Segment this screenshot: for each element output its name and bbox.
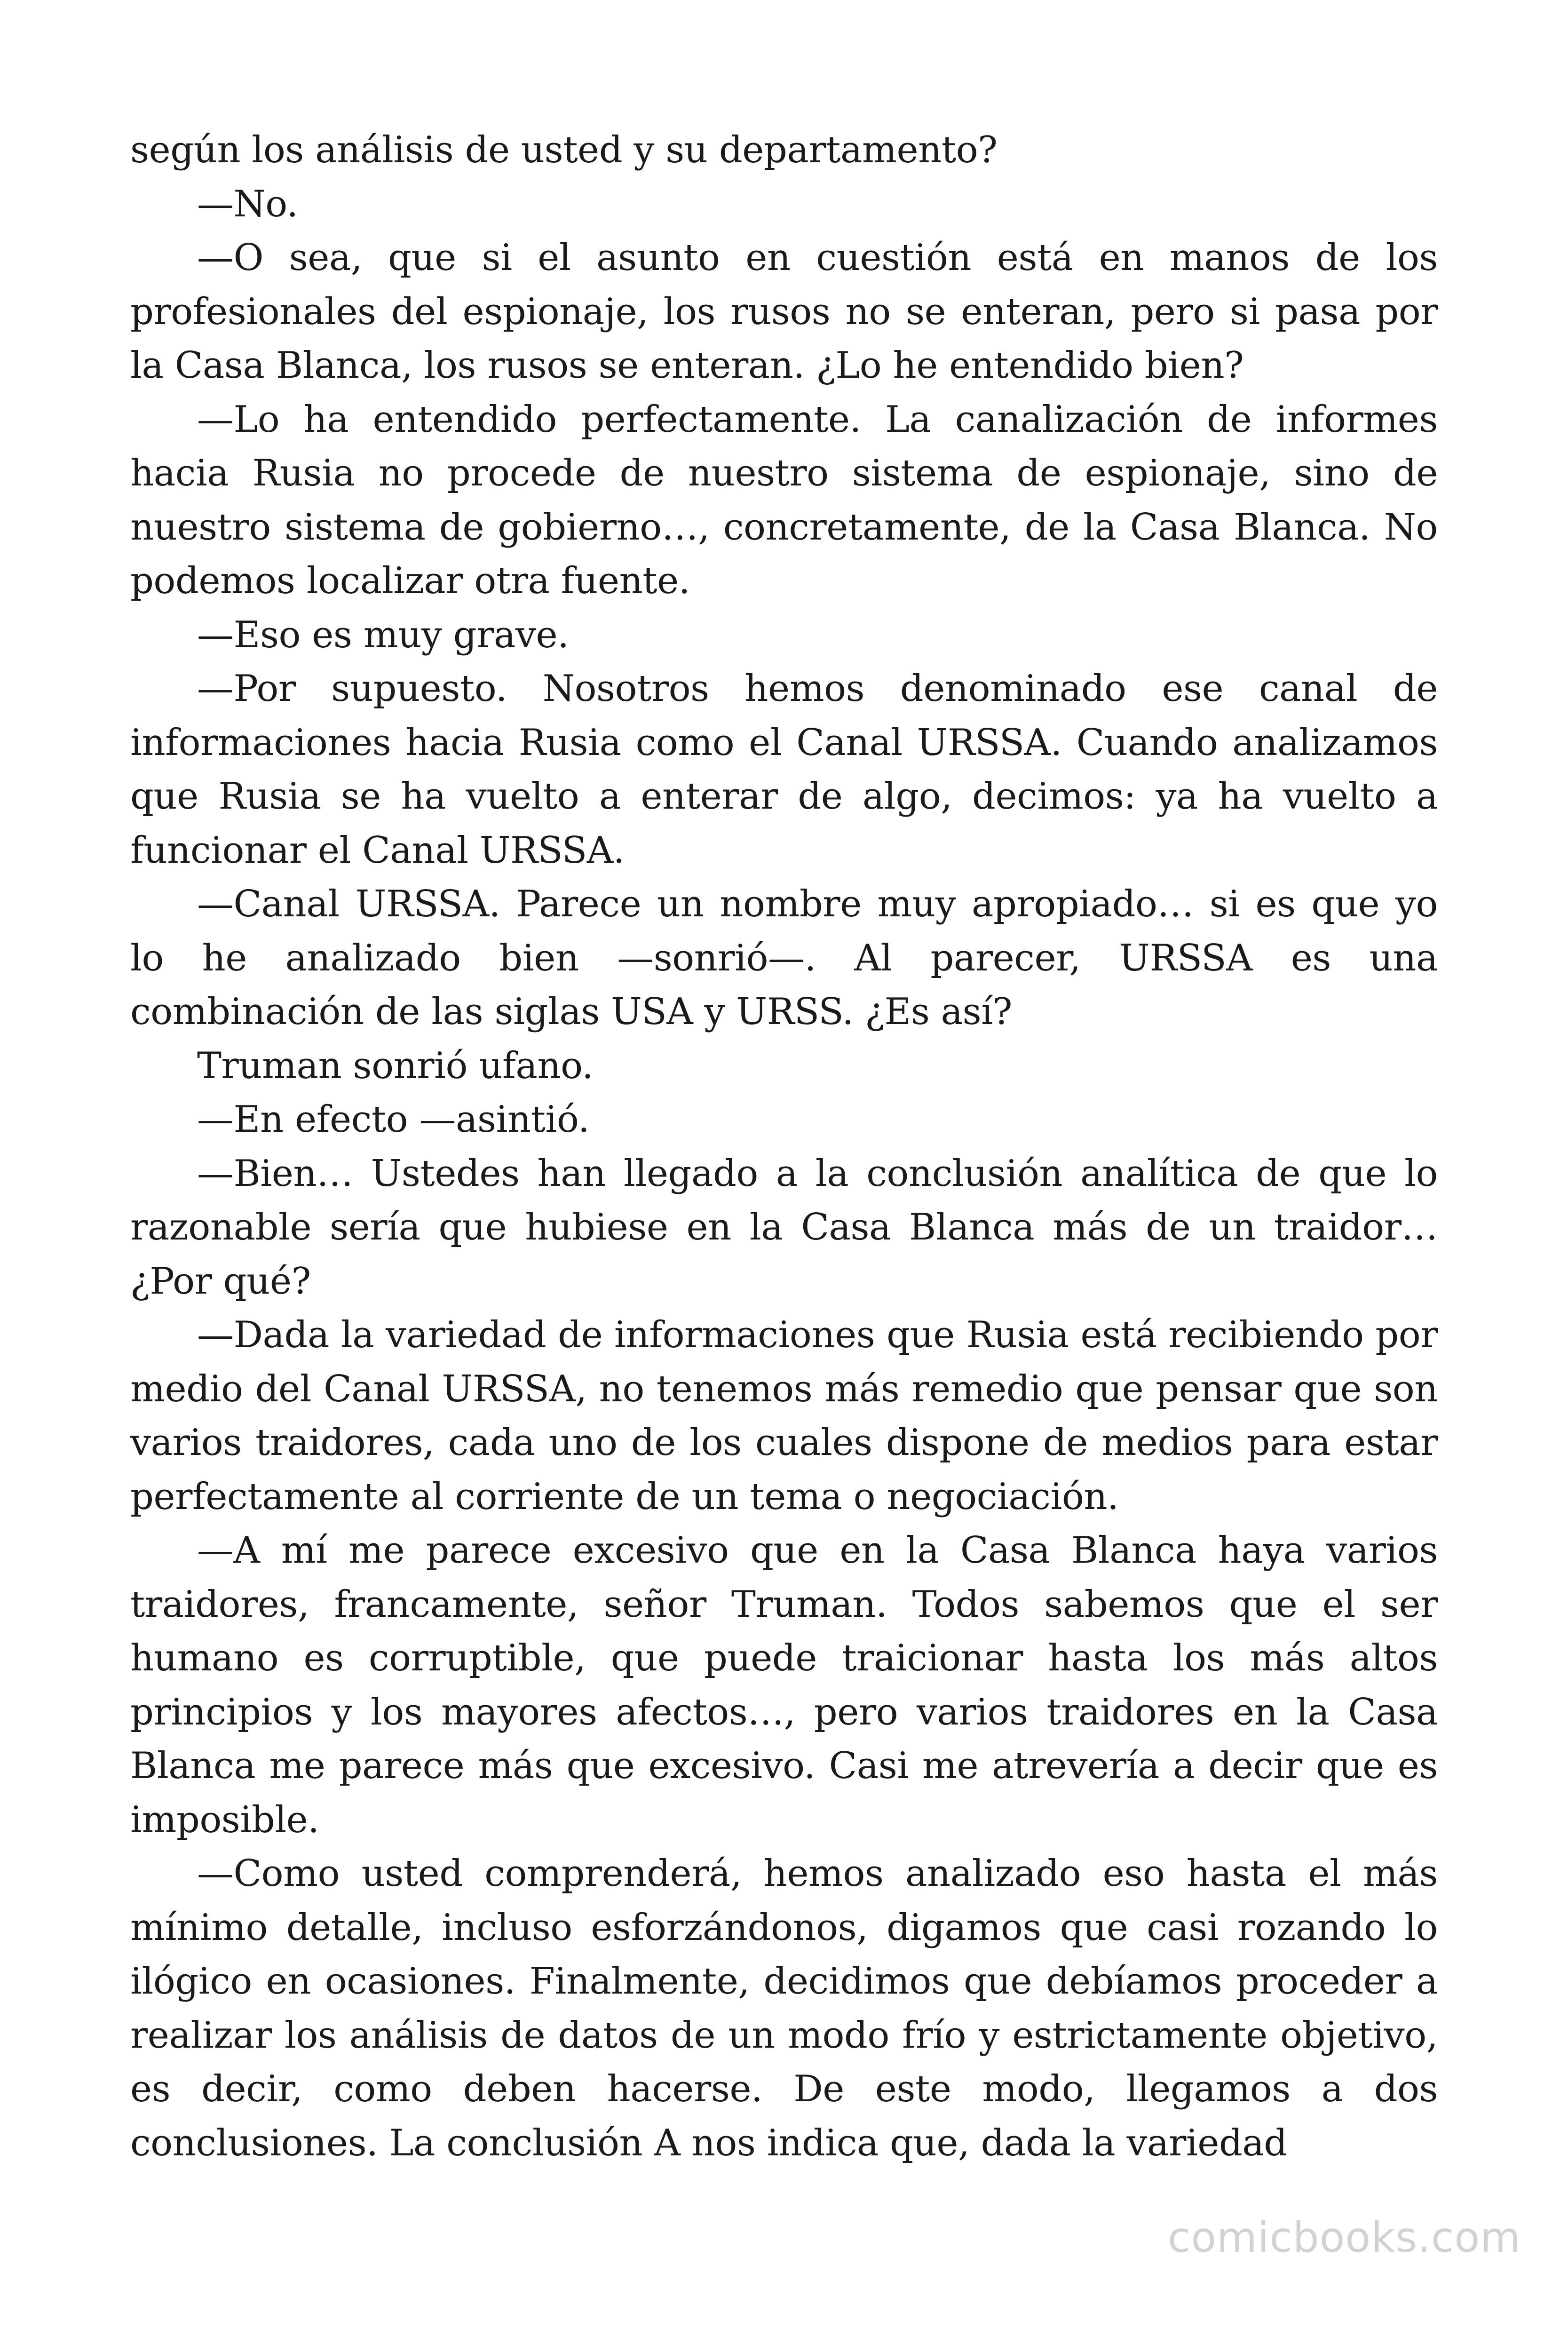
paragraph: —Por supuesto. Nosotros hemos denominado ese canal de informaciones hacia Rusia como el Canal URSSA. Cuando analizamos que Rusia se ha vuelto a enterar de algo, decimos: ya ha vuelto a funcionar el Canal URSSA. (130, 667, 1438, 872)
watermark: comicbooks.com (1167, 2213, 1521, 2262)
paragraph: —O sea, que si el asunto en cuestión está en manos de los profesionales del espionaje, los rusos no se enteran, pero si pasa por la Casa Blanca, los rusos se enteran. ¿Lo he entendido bien? (130, 237, 1438, 387)
paragraph: —En efecto —asintió. (197, 1098, 590, 1141)
paragraph: —No. (197, 183, 298, 225)
paragraph: —A mí me parece excesivo que en la Casa Blanca haya varios traidores, francamente, señor Truman. Todos sabemos que el ser humano es corruptible, que puede traicionar hasta los más altos principios y los mayores afectos…, pero varios traidores en la Casa Blanca me parece más que excesivo. Casi me atrevería a decir que es imposible. (130, 1529, 1438, 1841)
paragraph: según los análisis de usted y su departamento? (130, 129, 998, 171)
paragraph: —Como usted comprenderá, hemos analizado eso hasta el más mínimo detalle, incluso esforzándonos, digamos que casi rozando lo ilógico en ocasiones. Finalmente, decidimos que debíamos proceder a realizar los análisis de datos de un modo frío y estrictamente objetivo, es decir, como deben hacerse. De este modo, llegamos a dos conclusiones. La conclusión A nos indica que, dada la variedad (130, 1852, 1438, 2164)
paragraph: —Canal URSSA. Parece un nombre muy apropiado… si es que yo lo he analizado bien —sonrió—. Al parecer, URSSA es una combinación de las siglas USA y URSS. ¿Es así? (130, 883, 1438, 1033)
paragraph: —Dada la variedad de informaciones que Rusia está recibiendo por medio del Canal URSSA, no tenemos más remedio que pensar que son varios traidores, cada uno de los cuales dispone de medios para estar perfectamente al corriente de un tema o negociación. (130, 1314, 1438, 1518)
paragraph: Truman sonrió ufano. (197, 1044, 594, 1087)
paragraph: —Bien… Ustedes han llegado a la conclusión analítica de que lo razonable sería que hubiese en la Casa Blanca más de un traidor… ¿Por qué? (130, 1152, 1438, 1303)
paragraph: —Eso es muy grave. (197, 613, 569, 656)
page-text (130, 123, 1438, 2170)
paragraph: —Lo ha entendido perfectamente. La canalización de informes hacia Rusia no procede de nuestro sistema de espionaje, sino de nuestro sistema de gobierno…, concretamente, de la Casa Blanca. No podemos localizar otra fuente. (130, 398, 1438, 602)
